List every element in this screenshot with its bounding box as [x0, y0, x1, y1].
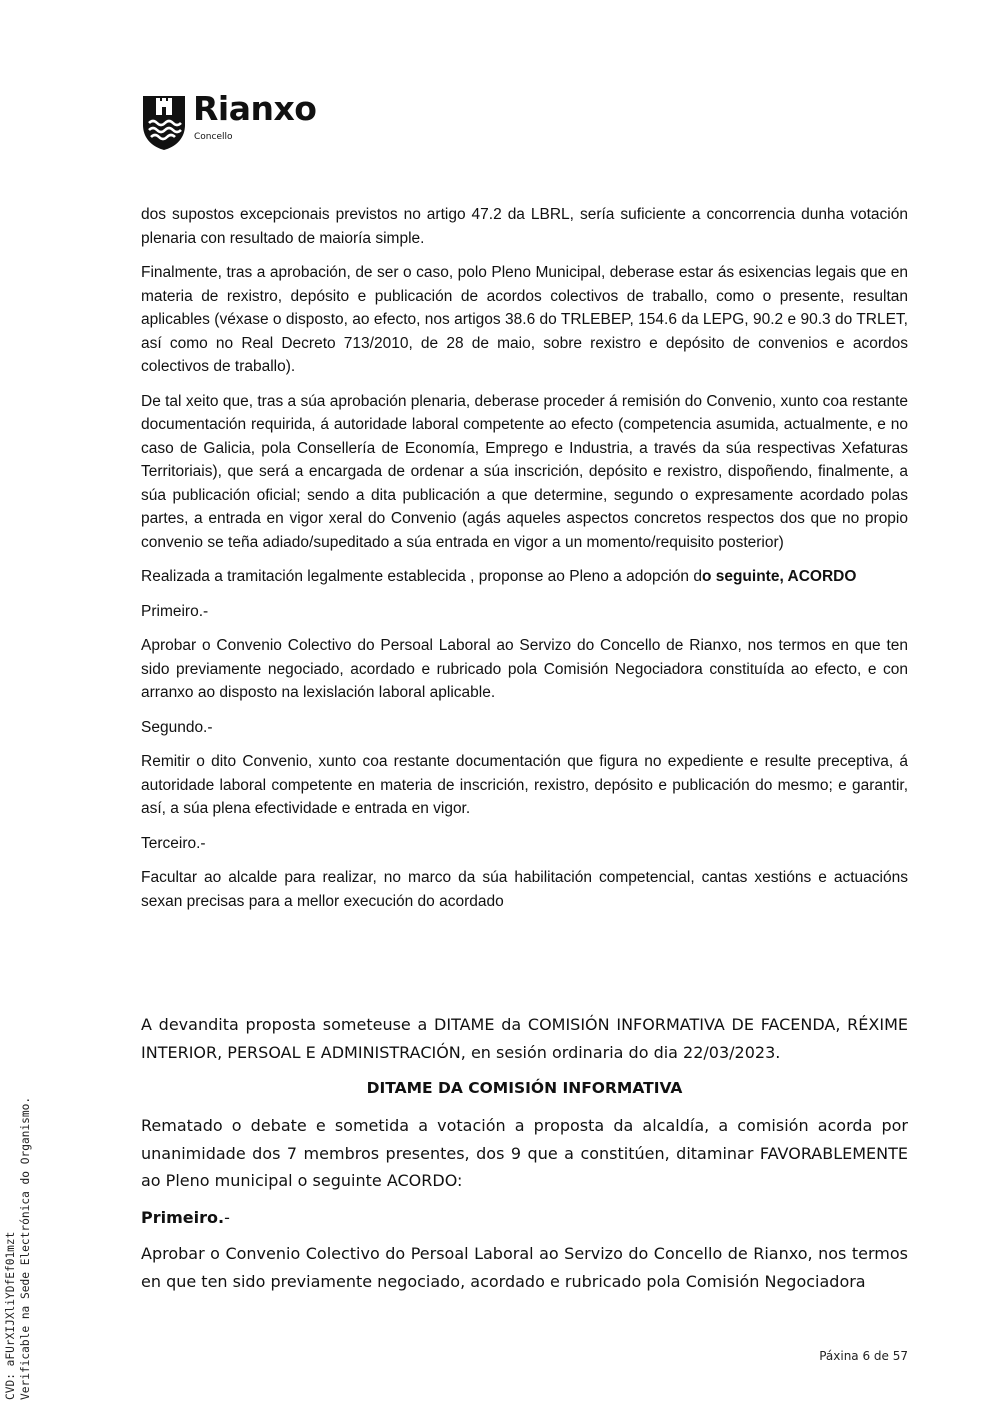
- dictamen-primeiro: [141, 1204, 908, 1232]
- dictamen-intro: A devandita proposta someteuse a DITAME da COMISIÓN INFORMATIVA DE FACENDA, RÉXIME INTERIOR, PERSOAL E ADMINISTRACIÓN, en sesión ordinaria do dia 22/03/2023.: [141, 1015, 908, 1062]
- dictamen-primeiro-bold: Primeiro.: [141, 1207, 225, 1227]
- paragraph-2: Finalmente, tras a aprobación, de ser o caso, polo Pleno Municipal, deberase estar ás esixencias legais que en materia de rexistro, depósito e publicación de acordos colectivos de traballo, como o presente, resultan aplicables (véxase o disposto, ao efecto, nos artigos 38.6 do TRLEBEP, 154.6 da LEPG, 90.2 e 90.3 do TRLET, así como no Real Decreto 713/2010, de 28 de maio, sobre rexistro e depósito de convenios e acordos colectivos de traballo).: [141, 264, 908, 375]
- paragraph-6: Remitir o dito Convenio, xunto coa restante documentación que figura no expediente e resulte preceptiva, á autoridade laboral competente en materia de inscrición, rexistro, depósito e publicación do mesmo; e garantir, así, a súa plena efectividade e entrada en vigor.: [141, 753, 908, 817]
- logo-name: Rianxo: [193, 89, 317, 128]
- heading-terceiro: Terceiro.-: [141, 834, 206, 852]
- dictamen-primeiro-rest: -: [224, 1207, 230, 1227]
- page-number: Páxina 6 de 57: [819, 1349, 908, 1363]
- dictamen-approval: Aprobar o Convenio Colectivo do Persoal Laboral ao Servizo do Concello de Rianxo, nos termos en que ten sido previamente negociado, acordado e rubricado pola Comisión Negociadora: [141, 1244, 908, 1291]
- dictamen-section: [141, 1011, 908, 1304]
- paragraph-7: Facultar ao alcalde para realizar, no marco da súa habilitación competencial, cantas xestións e actuacións sexan precisas para a mellor execución do acordado: [141, 869, 908, 910]
- paragraph-4-bold: o seguinte, ACORDO: [701, 568, 857, 585]
- paragraph-3: De tal xeito que, tras a súa aprobación plenaria, deberase proceder á remisión do Convenio, xunto coa restante documentación requirida, á autoridade laboral competente ao efecto (competencia asumida, actualmente, e no caso de Galicia, pola Consellería de Economía, Emprego e Industria, a través da súa respectivas Xefaturas Territoriais), que será a encargada de ordenar a súa inscrición, depósito e rexistro, dispoñendo, finalmente, a súa publicación oficial; sendo a dita publicación a que determine, segundo o expresamente acordado polas partes, a entrada en vigor xeral do Convenio (agás aqueles aspectos concretos respectos dos que no propio convenio se teña adiado/supeditado a súa entrada en vigor a un momento/requisito posterior): [141, 392, 908, 551]
- paragraph-4-text: Realizada a tramitación legalmente establecida , proponse ao Pleno a adopción d: [141, 568, 702, 585]
- concello-logo: [141, 89, 361, 155]
- coat-of-arms-icon: [141, 95, 187, 151]
- paragraph-4: [141, 565, 908, 589]
- heading-segundo: Segundo.-: [141, 718, 213, 736]
- dictamen-title: DITAME DA COMISIÓN INFORMATIVA: [366, 1079, 683, 1097]
- dictamen-paragraph: Rematado o debate e sometida a votación a proposta da alcaldía, a comisión acorda por unanimidade dos 7 membros presentes, dos 9 que a constitúen, ditaminar FAVORABLEMENTE ao Pleno municipal o seguinte ACORDO:: [141, 1116, 908, 1190]
- paragraph-5: Aprobar o Convenio Colectivo do Persoal Laboral ao Servizo do Concello de Rianxo, nos termos en que ten sido previamente negociado, acordado e rubricado pola Comisión Negociadora constituída ao efecto, e con arranxo ao disposto na lexislación laboral aplicable.: [141, 637, 908, 701]
- proposal-text: [141, 203, 908, 913]
- heading-primeiro: Primeiro.-: [141, 602, 209, 620]
- verification-note: Verificable na Sede Electrónica do Organismo.: [19, 1096, 32, 1400]
- verification-sidebar: [3, 1097, 33, 1400]
- logo-subtitle: Concello: [194, 132, 233, 142]
- paragraph-1: dos supostos excepcionais previstos no artigo 47.2 da LBRL, sería suficiente a concorrencia dunha votación plenaria con resultado de maioría simple.: [141, 206, 908, 247]
- cvd-code: CVD: aFUrXIJXliYDfEf01mzt: [4, 1231, 17, 1400]
